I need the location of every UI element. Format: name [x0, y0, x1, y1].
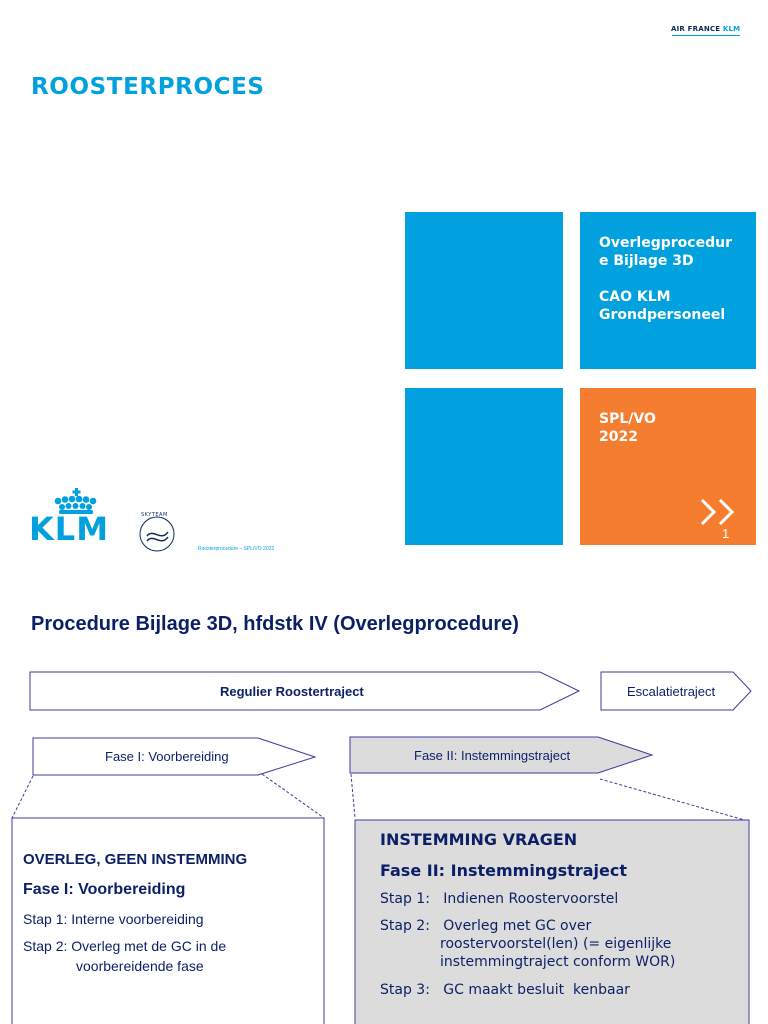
page-number: 1	[722, 526, 730, 541]
tile-bottom-left	[405, 388, 563, 545]
left-step2-line1: Stap 2: Overleg met de GC in de	[23, 938, 227, 954]
skyteam-logo-icon	[137, 514, 177, 554]
right-box-heading: INSTEMMING VRAGEN	[380, 830, 578, 849]
right-step2-line1: Stap 2: Overleg met GC over	[380, 918, 592, 934]
left-box-subheading: Fase I: Voorbereiding	[23, 881, 186, 898]
tile-bottom-right	[580, 388, 756, 545]
procedure-title: Procedure Bijlage 3D, hfdstk IV (Overlegprocedure)	[31, 613, 519, 635]
regulier-label: Regulier Roostertraject	[220, 684, 364, 699]
right-step2-line2: roostervoorstel(len) (= eigenlijke	[440, 936, 672, 952]
klm-wordmark: KLM	[29, 510, 110, 548]
tile-orange-line1: SPL/VO	[599, 411, 656, 427]
escalatie-label: Escalatietraject	[627, 684, 716, 699]
right-step3: Stap 3: GC maakt besluit kenbaar	[380, 982, 630, 998]
logo-prefix: AIR FRANCE	[671, 25, 721, 33]
left-box-heading: OVERLEG, GEEN INSTEMMING	[23, 851, 248, 868]
slide-title: ROOSTERPROCES	[31, 74, 265, 100]
right-step1: Stap 1: Indienen Roostervoorstel	[380, 891, 619, 907]
air-france-klm-logo	[671, 25, 740, 33]
chevron-double-right-icon	[698, 496, 746, 528]
tile-blue-line4: Grondpersoneel	[599, 307, 726, 323]
logo-underline	[672, 35, 740, 36]
skyteam-text: SKYTEAM	[141, 512, 168, 518]
fase2-label: Fase II: Instemmingstraject	[414, 748, 571, 763]
tile-top-left	[405, 212, 563, 369]
slide-gap	[0, 572, 768, 585]
left-step2-line2: voorbereidende fase	[76, 958, 204, 974]
tile-blue-line2: e Bijlage 3D	[599, 253, 694, 269]
tile-blue-line3: CAO KLM	[599, 289, 671, 305]
right-step2-line3: instemmingtraject conform WOR)	[440, 954, 676, 970]
tile-top-right	[580, 212, 756, 369]
left-step1: Stap 1: Interne voorbereiding	[23, 911, 204, 927]
tile-orange-line2: 2022	[599, 429, 638, 445]
logo-suffix: KLM	[722, 25, 741, 33]
fase1-label: Fase I: Voorbereiding	[105, 749, 229, 764]
tile-blue-line1: Overlegprocedur	[599, 235, 732, 251]
right-box-subheading: Fase II: Instemmingstraject	[380, 861, 627, 880]
footer-note: Roosterprocedure – SPL/VO 2022	[198, 546, 275, 552]
klm-logo	[29, 488, 179, 558]
procedure-slide	[0, 585, 768, 1024]
